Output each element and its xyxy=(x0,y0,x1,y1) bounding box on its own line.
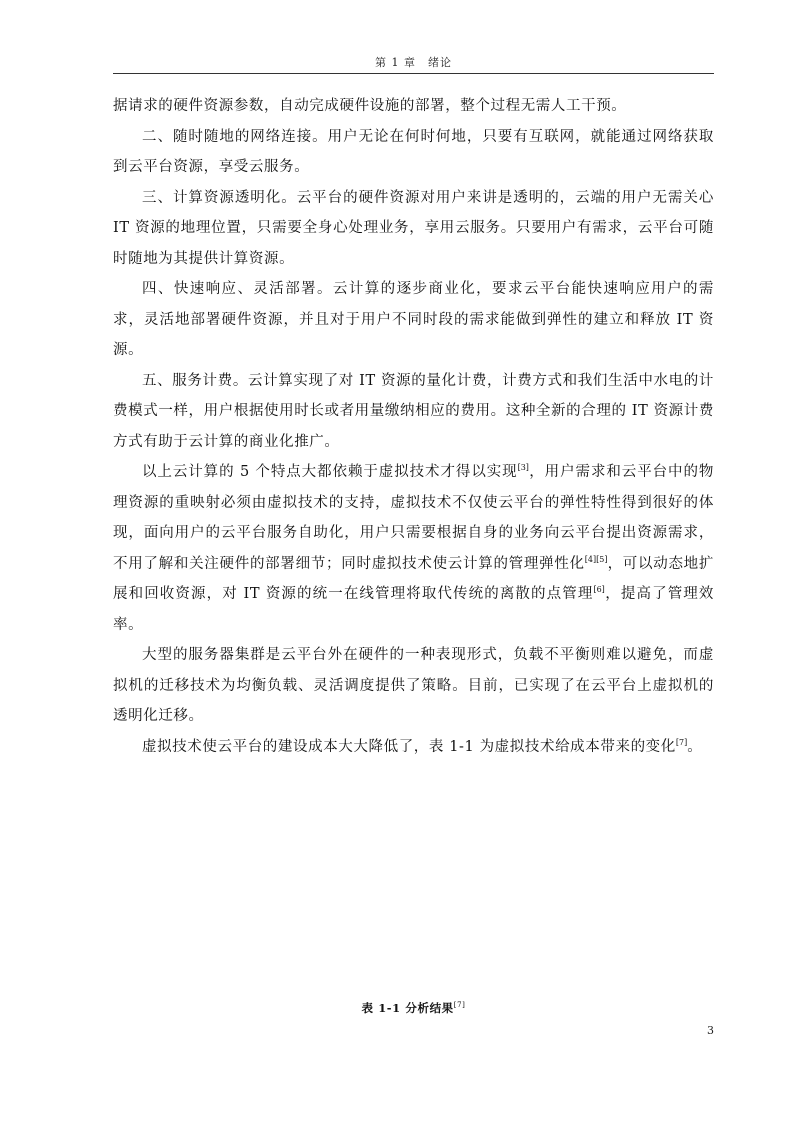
paragraph-text: 据请求的硬件资源参数，自动完成硬件设施的部署，整个过程无需人工干预。 xyxy=(113,98,627,114)
paragraph-text: 二、随时随地的网络连接。用户无论在何时何地，只要有互联网，就能通过网络获取到云平台资源，享受云服务。 xyxy=(113,128,714,175)
running-header xyxy=(113,54,714,70)
table-caption-citation: [7] xyxy=(453,1001,466,1010)
paragraph xyxy=(113,122,714,183)
table-caption xyxy=(113,1000,714,1016)
paragraph-text: 三、计算资源透明化。云平台的硬件资源对用户来讲是透明的，云端的用户无需关心 IT 资源的地理位置，只需要全身心处理业务，享用云服务。只要用户有需求，云平台可随时随地为其提供计算资源。 xyxy=(113,189,714,267)
citation: [4][5] xyxy=(584,554,608,564)
paragraph xyxy=(113,366,714,458)
header-rule xyxy=(113,73,714,74)
paragraph-text: ，可以动态地扩展和回收资源，对 IT 资源的统一在线管理将取代传统的离散的点管理 xyxy=(113,555,714,602)
paragraph-text: 以上云计算的 5 个特点大都依赖于虚拟技术才得以实现 xyxy=(142,464,518,480)
citation: [6] xyxy=(593,585,605,595)
header-chapter: 第 1 章 xyxy=(375,56,416,69)
paragraph xyxy=(113,91,714,122)
paragraph-text: 。 xyxy=(687,738,703,755)
header-title: 绪论 xyxy=(428,56,452,69)
paragraph-text: ，提高了管理效率。 xyxy=(113,586,715,633)
paragraph xyxy=(113,274,714,366)
citation: [7] xyxy=(675,737,688,747)
paragraph-text: ，用户需求和云平台中的物理资源的重映射必须由虚拟技术的支持，虚拟技术不仅使云平台的弹性特性得到很好的体现，面向用户的云平台服务自助化，用户只需要根据自身的业务向云平台提出资源需求，不用了解和关注硬件的部署细节；同时虚拟技术使云计算的管理弹性化 xyxy=(113,464,714,572)
paragraph xyxy=(113,732,714,763)
body-text xyxy=(113,91,714,762)
paragraph-text: 大型的服务器集群是云平台外在硬件的一种表现形式，负载不平衡则难以避免，而虚拟机的迁移技术为均衡负载、灵活调度提供了策略。目前，已实现了在云平台上虚拟机的透明化迁移。 xyxy=(113,647,714,724)
paragraph-text: 虚拟技术使云平台的建设成本大大降低了，表 1-1 为虚拟技术给成本带来的变化 xyxy=(142,738,676,755)
paragraph xyxy=(113,183,714,275)
page-number: 3 xyxy=(707,1024,714,1037)
paragraph xyxy=(113,457,714,640)
table-caption-title: 分析结果 xyxy=(405,1001,454,1015)
paragraph xyxy=(113,640,714,732)
paragraph-text: 四、快速响应、灵活部署。云计算的逐步商业化，要求云平台能快速响应用户的需求，灵活地部署硬件资源，并且对于用户不同时段的需求能做到弹性的建立和释放 IT 资源。 xyxy=(113,281,714,358)
citation: [3] xyxy=(517,463,529,473)
table-caption-label: 表 1-1 xyxy=(361,1001,401,1015)
paragraph-text: 五、服务计费。云计算实现了对 IT 资源的量化计费，计费方式和我们生活中水电的计费模式一样，用户根据使用时长或者用量缴纳相应的费用。这种全新的合理的 IT 资源计费方式有助于云计算的商业化推广。 xyxy=(113,372,714,450)
